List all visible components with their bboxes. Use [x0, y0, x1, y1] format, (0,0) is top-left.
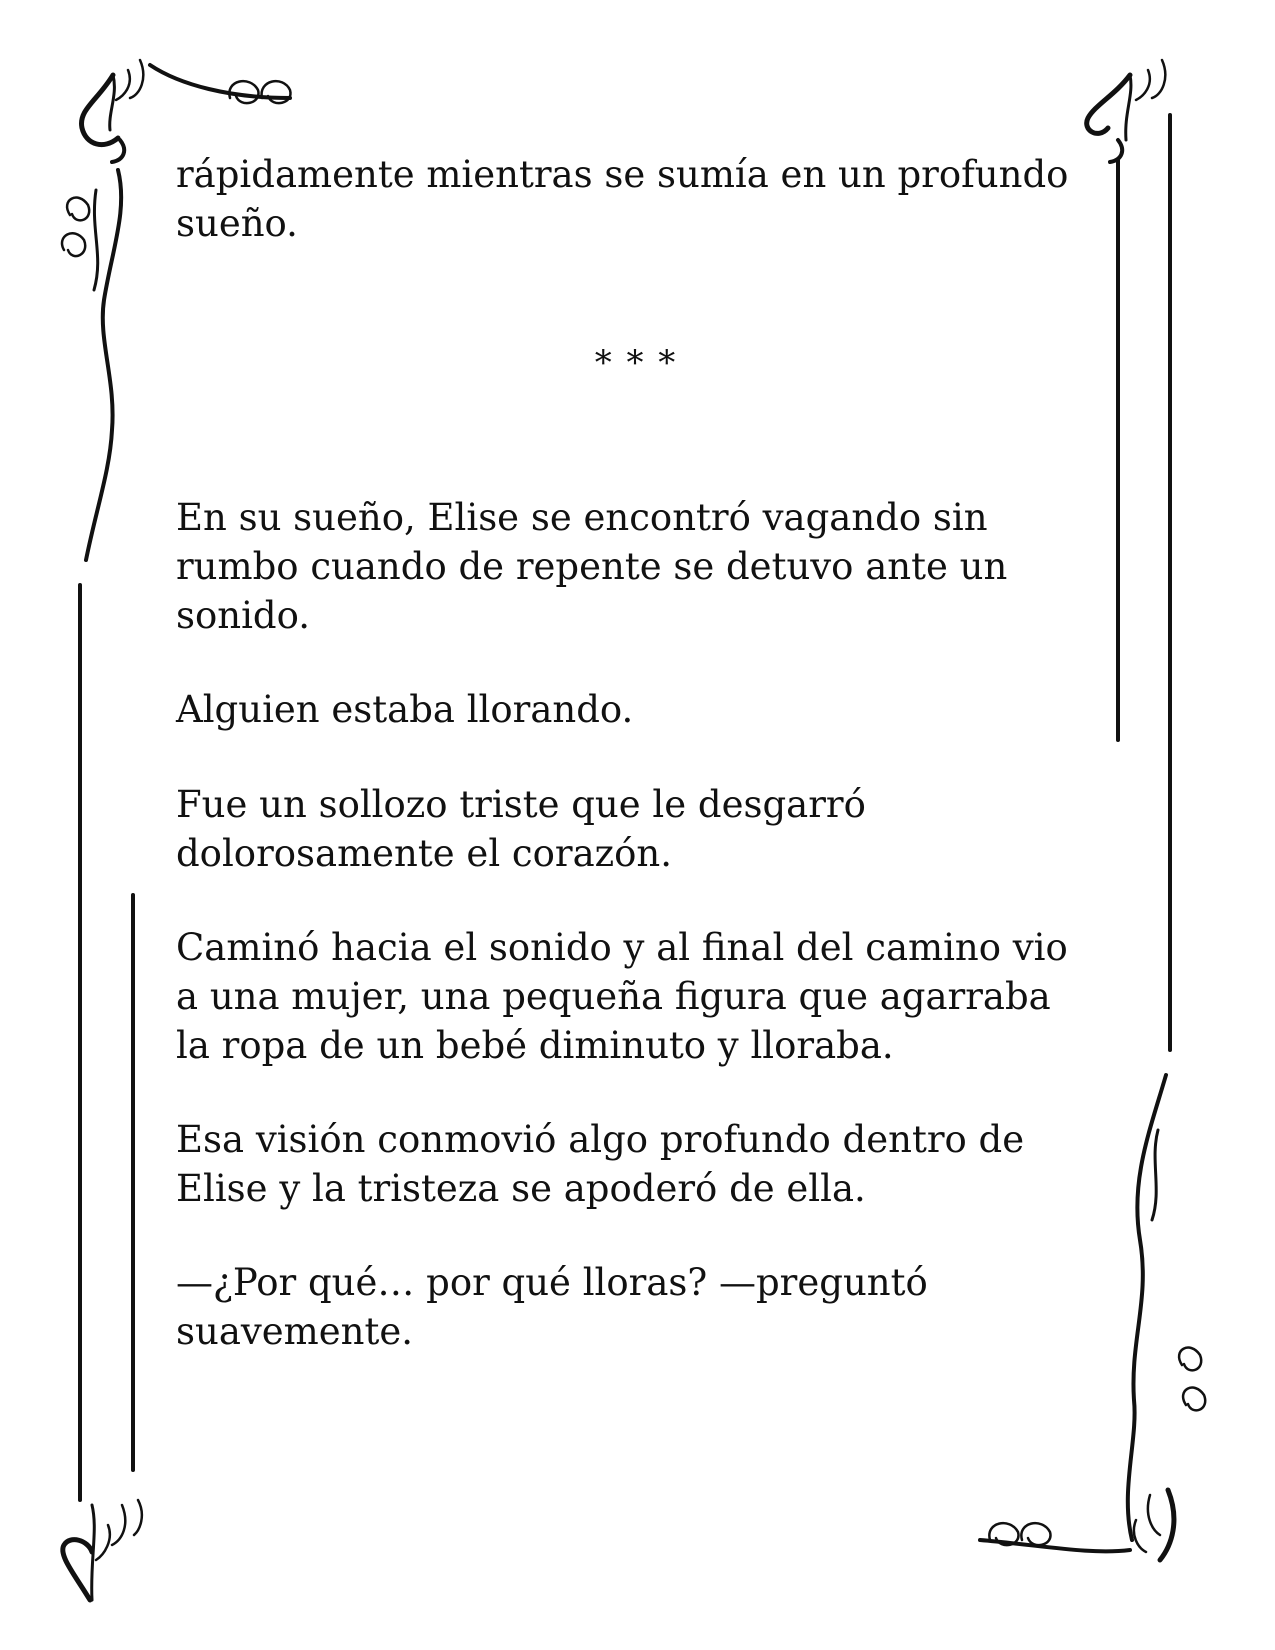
top-right-flourish-icon	[1087, 60, 1166, 162]
paragraph-4	[176, 780, 1106, 878]
text-line: —¿Por qué… por qué lloras? —preguntó	[176, 1261, 928, 1304]
paragraph-3	[176, 685, 1106, 734]
text-line: Elise y la tristeza se apoderó de ella.	[176, 1167, 866, 1210]
paragraph-6	[176, 1115, 1106, 1213]
paragraph-2	[176, 493, 1106, 640]
text-line: sonido.	[176, 594, 310, 637]
text-line: a una mujer, una pequeña figura que agarraba	[176, 975, 1051, 1018]
text-line: sueño.	[176, 202, 298, 245]
text-line: Esa visión conmovió algo profundo dentro de	[176, 1118, 1025, 1161]
text-line: dolorosamente el corazón.	[176, 832, 673, 875]
text-line: la ropa de un bebé diminuto y lloraba.	[176, 1024, 894, 1067]
text-line: Caminó hacia el sonido y al final del camino vio	[176, 926, 1068, 969]
paragraph-7	[176, 1258, 1106, 1356]
text-line: rumbo cuando de repente se detuvo ante un	[176, 545, 1008, 588]
text-line: Fue un sollozo triste que le desgarró	[176, 783, 866, 826]
text-line: Alguien estaba llorando.	[176, 688, 634, 731]
top-left-flourish-icon	[62, 60, 290, 560]
bottom-left-flourish-icon	[63, 1500, 142, 1600]
paragraph-1	[176, 150, 1106, 248]
text-line: suavemente.	[176, 1310, 414, 1353]
text-line: rápidamente mientras se sumía en un profundo	[176, 153, 1069, 196]
paragraph-5	[176, 923, 1106, 1070]
text-line: En su sueño, Elise se encontró vagando sin	[176, 496, 988, 539]
section-separator: * * *	[594, 343, 678, 383]
